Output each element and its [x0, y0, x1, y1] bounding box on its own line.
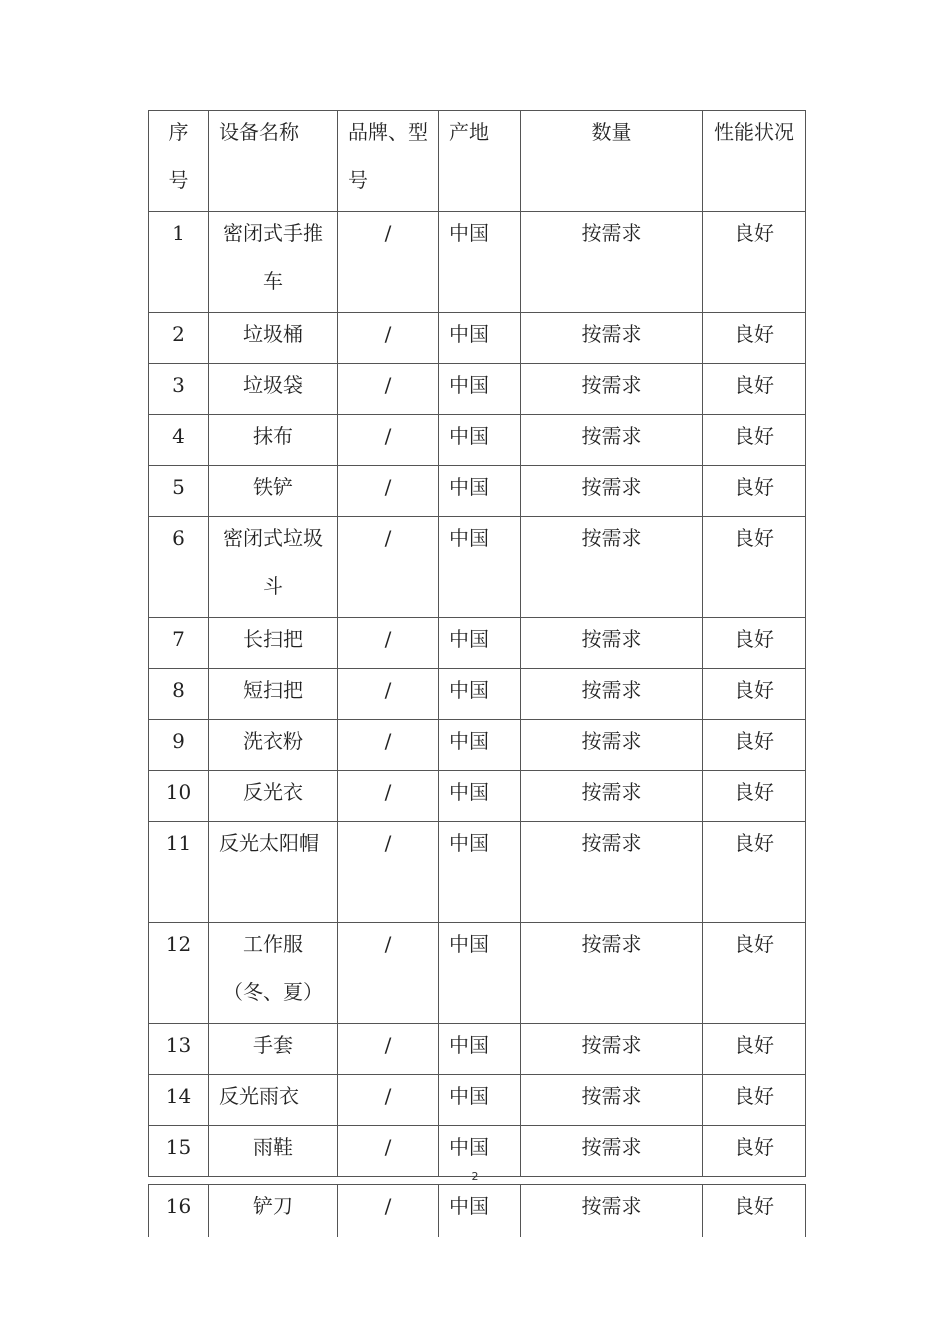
cell-performance-status: 良好 — [703, 923, 806, 1024]
table-row — [149, 1185, 806, 1237]
equipment-table-continued — [148, 1184, 806, 1237]
cell-origin: 中国 — [439, 1075, 521, 1126]
cell-brand-model: / — [338, 212, 439, 313]
header-brand-model: 品牌、型号 — [338, 111, 439, 212]
table-row — [149, 313, 806, 364]
cell-equipment-name: 抹布 — [209, 415, 338, 466]
cell-brand-model: / — [338, 822, 439, 923]
cell-quantity: 按需求 — [521, 1126, 703, 1177]
cell-origin: 中国 — [439, 618, 521, 669]
cell-equipment-name: 长扫把 — [209, 618, 338, 669]
cell-equipment-name: 垃圾桶 — [209, 313, 338, 364]
cell-quantity: 按需求 — [521, 212, 703, 313]
cell-brand-model: / — [338, 517, 439, 618]
cell-serial-number: 8 — [149, 669, 209, 720]
cell-brand-model: / — [338, 364, 439, 415]
cell-performance-status: 良好 — [703, 1024, 806, 1075]
table-row — [149, 517, 806, 618]
cell-origin: 中国 — [439, 212, 521, 313]
cell-serial-number: 15 — [149, 1126, 209, 1177]
cell-quantity: 按需求 — [521, 517, 703, 618]
header-performance-status: 性能状况 — [703, 111, 806, 212]
cell-quantity: 按需求 — [521, 669, 703, 720]
cell-serial-number: 14 — [149, 1075, 209, 1126]
cell-performance-status: 良好 — [703, 1075, 806, 1126]
cell-equipment-name: 铁铲 — [209, 466, 338, 517]
cell-origin: 中国 — [439, 415, 521, 466]
cell-brand-model: / — [338, 415, 439, 466]
cell-serial-number: 16 — [149, 1185, 209, 1237]
cell-quantity: 按需求 — [521, 720, 703, 771]
cell-origin: 中国 — [439, 923, 521, 1024]
cell-equipment-name: 洗衣粉 — [209, 720, 338, 771]
cell-quantity: 按需求 — [521, 1024, 703, 1075]
table-row — [149, 1126, 806, 1177]
header-quantity: 数量 — [521, 111, 703, 212]
cell-serial-number: 2 — [149, 313, 209, 364]
cell-serial-number: 4 — [149, 415, 209, 466]
cell-equipment-name: 反光雨衣 — [209, 1075, 338, 1126]
cell-origin: 中国 — [439, 771, 521, 822]
cell-serial-number: 9 — [149, 720, 209, 771]
cell-performance-status: 良好 — [703, 1185, 806, 1237]
table-row — [149, 466, 806, 517]
cell-quantity: 按需求 — [521, 618, 703, 669]
cell-serial-number: 13 — [149, 1024, 209, 1075]
table-row — [149, 771, 806, 822]
cell-equipment-name: 铲刀 — [209, 1185, 338, 1237]
table-header-row — [149, 111, 806, 212]
cell-brand-model: / — [338, 618, 439, 669]
cell-brand-model: / — [338, 313, 439, 364]
header-equipment-name: 设备名称 — [209, 111, 338, 212]
cell-origin: 中国 — [439, 669, 521, 720]
cell-brand-model: / — [338, 923, 439, 1024]
cell-performance-status: 良好 — [703, 669, 806, 720]
cell-performance-status: 良好 — [703, 618, 806, 669]
cell-serial-number: 3 — [149, 364, 209, 415]
page-number: 2 — [471, 1170, 479, 1183]
cell-quantity: 按需求 — [521, 1075, 703, 1126]
table-row — [149, 1075, 806, 1126]
cell-serial-number: 12 — [149, 923, 209, 1024]
cell-origin: 中国 — [439, 364, 521, 415]
cell-quantity: 按需求 — [521, 923, 703, 1024]
cell-performance-status: 良好 — [703, 1126, 806, 1177]
cell-equipment-name: 工作服（冬、夏） — [209, 923, 338, 1024]
cell-performance-status: 良好 — [703, 364, 806, 415]
table-row — [149, 364, 806, 415]
cell-equipment-name: 手套 — [209, 1024, 338, 1075]
table-row — [149, 822, 806, 923]
cell-quantity: 按需求 — [521, 415, 703, 466]
cell-brand-model: / — [338, 669, 439, 720]
cell-equipment-name: 雨鞋 — [209, 1126, 338, 1177]
cell-origin: 中国 — [439, 1185, 521, 1237]
cell-serial-number: 5 — [149, 466, 209, 517]
cell-performance-status: 良好 — [703, 212, 806, 313]
cell-serial-number: 11 — [149, 822, 209, 923]
cell-serial-number: 7 — [149, 618, 209, 669]
table-row — [149, 669, 806, 720]
cell-equipment-name: 短扫把 — [209, 669, 338, 720]
cell-origin: 中国 — [439, 1126, 521, 1177]
cell-performance-status: 良好 — [703, 822, 806, 923]
cell-origin: 中国 — [439, 822, 521, 923]
cell-quantity: 按需求 — [521, 364, 703, 415]
cell-quantity: 按需求 — [521, 313, 703, 364]
cell-performance-status: 良好 — [703, 466, 806, 517]
cell-brand-model: / — [338, 466, 439, 517]
cell-serial-number: 1 — [149, 212, 209, 313]
cell-origin: 中国 — [439, 517, 521, 618]
cell-brand-model: / — [338, 720, 439, 771]
cell-equipment-name: 密闭式手推车 — [209, 212, 338, 313]
cell-quantity: 按需求 — [521, 771, 703, 822]
cell-origin: 中国 — [439, 720, 521, 771]
cell-performance-status: 良好 — [703, 415, 806, 466]
cell-equipment-name: 反光太阳帽 — [209, 822, 338, 923]
table-row — [149, 720, 806, 771]
table-row — [149, 923, 806, 1024]
cell-origin: 中国 — [439, 466, 521, 517]
cell-equipment-name: 垃圾袋 — [209, 364, 338, 415]
cell-equipment-name: 密闭式垃圾斗 — [209, 517, 338, 618]
header-origin: 产地 — [439, 111, 521, 212]
table-row — [149, 1024, 806, 1075]
cell-origin: 中国 — [439, 313, 521, 364]
cell-quantity: 按需求 — [521, 822, 703, 923]
cell-brand-model: / — [338, 1075, 439, 1126]
table-row — [149, 415, 806, 466]
cell-brand-model: / — [338, 1126, 439, 1177]
table-row — [149, 618, 806, 669]
header-serial-number: 序号 — [149, 111, 209, 212]
cell-performance-status: 良好 — [703, 720, 806, 771]
cell-brand-model: / — [338, 771, 439, 822]
cell-performance-status: 良好 — [703, 771, 806, 822]
equipment-table-body — [149, 111, 806, 1177]
cell-quantity: 按需求 — [521, 1185, 703, 1237]
equipment-table — [148, 110, 806, 1177]
cell-serial-number: 6 — [149, 517, 209, 618]
cell-performance-status: 良好 — [703, 313, 806, 364]
cell-performance-status: 良好 — [703, 517, 806, 618]
table-row — [149, 212, 806, 313]
cell-quantity: 按需求 — [521, 466, 703, 517]
cell-serial-number: 10 — [149, 771, 209, 822]
cell-brand-model: / — [338, 1024, 439, 1075]
cell-brand-model: / — [338, 1185, 439, 1237]
cell-origin: 中国 — [439, 1024, 521, 1075]
cell-equipment-name: 反光衣 — [209, 771, 338, 822]
